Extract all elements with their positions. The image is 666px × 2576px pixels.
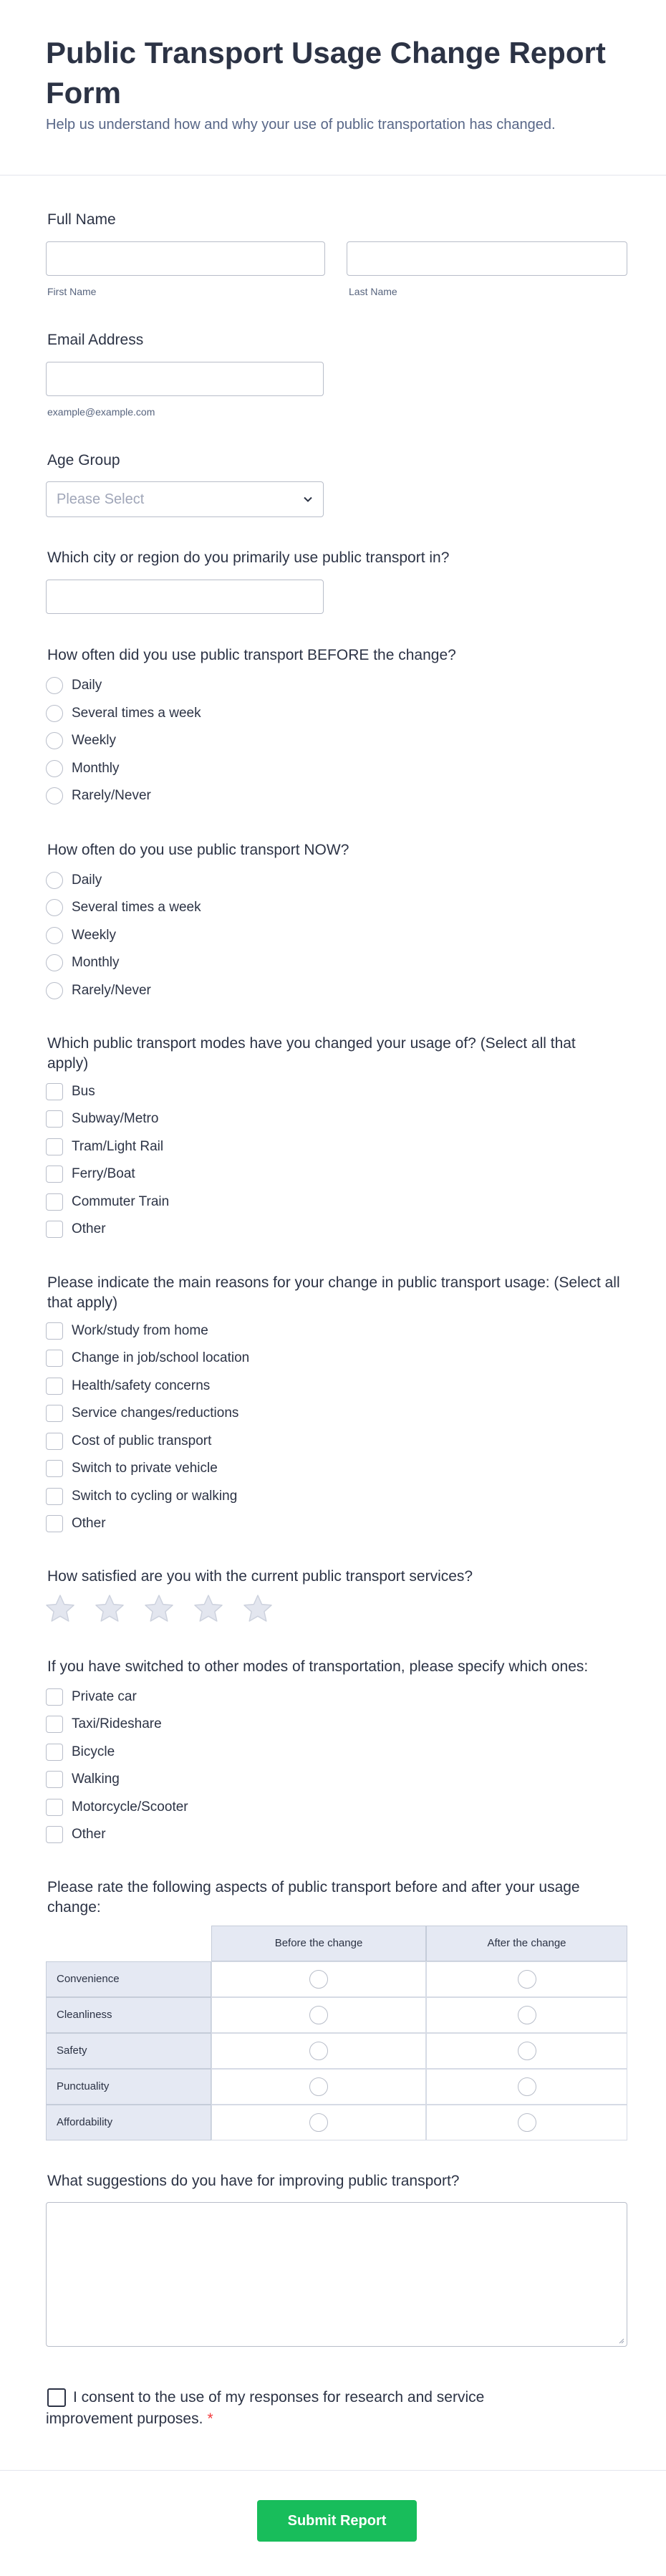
star-icon[interactable]: [193, 1593, 224, 1625]
consent-checkbox[interactable]: [47, 2388, 66, 2407]
age-group-placeholder: Please Select: [57, 491, 145, 507]
checkbox[interactable]: [46, 1193, 63, 1211]
checkbox[interactable]: [46, 1378, 63, 1395]
radio-button[interactable]: [46, 927, 63, 944]
chevron-down-icon: [303, 494, 313, 504]
checkbox[interactable]: [46, 1771, 63, 1788]
radio-button[interactable]: [309, 2113, 328, 2132]
matrix-cell[interactable]: [211, 1961, 426, 1997]
star-icon[interactable]: [94, 1593, 125, 1625]
checkbox[interactable]: [46, 1826, 63, 1843]
age-group-select[interactable]: [46, 481, 324, 517]
radio-button[interactable]: [518, 2042, 536, 2060]
matrix-cell[interactable]: [426, 2069, 627, 2105]
checkbox[interactable]: [46, 1515, 63, 1532]
radio-button[interactable]: [46, 732, 63, 749]
star-icon[interactable]: [143, 1593, 175, 1625]
matrix-column-header: Before the change: [211, 1926, 426, 1961]
freq-before-label: How often did you use public transport BEFORE the change?: [47, 647, 456, 663]
matrix-cell[interactable]: [211, 1997, 426, 2033]
matrix-cell[interactable]: [426, 1961, 627, 1997]
radio-button[interactable]: [518, 2006, 536, 2024]
matrix-row-label: Punctuality: [46, 2069, 211, 2105]
reasons-label: Please indicate the main reasons for your change in public transport usage: (Select all that apply): [47, 1274, 620, 1311]
freq-now-label: How often do you use public transport NOW?: [47, 842, 349, 858]
rating-matrix: [46, 1926, 627, 2142]
radio-button[interactable]: [518, 2113, 536, 2132]
radio-button[interactable]: [518, 1970, 536, 1989]
city-input[interactable]: [46, 580, 324, 614]
modes-label: Which public transport modes have you changed your usage of? (Select all that apply): [47, 1035, 576, 1072]
checkbox[interactable]: [46, 1799, 63, 1816]
checkbox[interactable]: [46, 1350, 63, 1367]
first-name-sublabel: First Name: [47, 286, 97, 297]
matrix-cell[interactable]: [211, 2033, 426, 2069]
radio-button[interactable]: [518, 2077, 536, 2096]
email-sublabel: example@example.com: [47, 406, 155, 418]
consent-field[interactable]: [46, 2387, 561, 2430]
required-asterisk: *: [207, 2411, 213, 2427]
checkbox[interactable]: [46, 1138, 63, 1155]
radio-button[interactable]: [46, 677, 63, 694]
star-icon[interactable]: [242, 1593, 274, 1625]
radio-button[interactable]: [46, 872, 63, 889]
checkbox[interactable]: [46, 1688, 63, 1706]
matrix-cell[interactable]: [426, 2033, 627, 2069]
city-label: Which city or region do you primarily use public transport in?: [47, 549, 450, 566]
star-icon[interactable]: [44, 1593, 76, 1625]
checkbox[interactable]: [46, 1460, 63, 1477]
age-group-label: Age Group: [47, 452, 120, 468]
checkbox[interactable]: [46, 1488, 63, 1505]
email-label: Email Address: [47, 332, 144, 348]
matrix-row-label: Convenience: [46, 1961, 211, 1997]
radio-button[interactable]: [309, 2006, 328, 2024]
form-title: Public Transport Usage Change Report Form: [46, 36, 606, 110]
suggestions-label: What suggestions do you have for improving public transport?: [47, 2173, 460, 2189]
footer-divider: [0, 2470, 666, 2471]
radio-button[interactable]: [46, 899, 63, 916]
radio-button[interactable]: [46, 705, 63, 722]
form-header: [0, 0, 666, 176]
checkbox[interactable]: [46, 1322, 63, 1340]
satisfaction-label: How satisfied are you with the current public transport services?: [47, 1568, 473, 1585]
matrix-cell[interactable]: [211, 2069, 426, 2105]
matrix-row-label: Affordability: [46, 2105, 211, 2140]
checkbox[interactable]: [46, 1744, 63, 1761]
radio-button[interactable]: [309, 1970, 328, 1989]
resize-grip-icon[interactable]: [617, 2337, 624, 2344]
checkbox[interactable]: [46, 1110, 63, 1128]
checkbox[interactable]: [46, 1221, 63, 1238]
radio-button[interactable]: [46, 787, 63, 804]
matrix-row-label: Cleanliness: [46, 1997, 211, 2033]
matrix-label: Please rate the following aspects of public transport before and after your usage change:: [47, 1879, 580, 1916]
checkbox[interactable]: [46, 1166, 63, 1183]
radio-button[interactable]: [309, 2042, 328, 2060]
form-subtitle: Help us understand how and why your use of public transportation has changed.: [46, 117, 556, 133]
matrix-cell[interactable]: [426, 2105, 627, 2140]
radio-button[interactable]: [309, 2077, 328, 2096]
checkbox[interactable]: [46, 1716, 63, 1733]
other-modes-label: If you have switched to other modes of transportation, please specify which ones:: [47, 1658, 589, 1675]
submit-button[interactable]: Submit Report: [257, 2500, 417, 2542]
matrix-row-label: Safety: [46, 2033, 211, 2069]
checkbox[interactable]: [46, 1083, 63, 1100]
matrix-cell[interactable]: [211, 2105, 426, 2140]
full-name-label: Full Name: [47, 211, 116, 228]
consent-text: I consent to the use of my responses for research and service improvement purposes. *: [46, 2389, 485, 2427]
matrix-column-header: After the change: [426, 1926, 627, 1961]
radio-button[interactable]: [46, 954, 63, 971]
last-name-sublabel: Last Name: [349, 286, 397, 297]
email-input[interactable]: [46, 362, 324, 396]
last-name-input[interactable]: [347, 241, 627, 276]
first-name-input[interactable]: [46, 241, 325, 276]
radio-button[interactable]: [46, 760, 63, 777]
suggestions-textarea[interactable]: [46, 2202, 627, 2347]
checkbox[interactable]: [46, 1405, 63, 1422]
radio-button[interactable]: [46, 982, 63, 999]
matrix-cell[interactable]: [426, 1997, 627, 2033]
checkbox[interactable]: [46, 1433, 63, 1450]
